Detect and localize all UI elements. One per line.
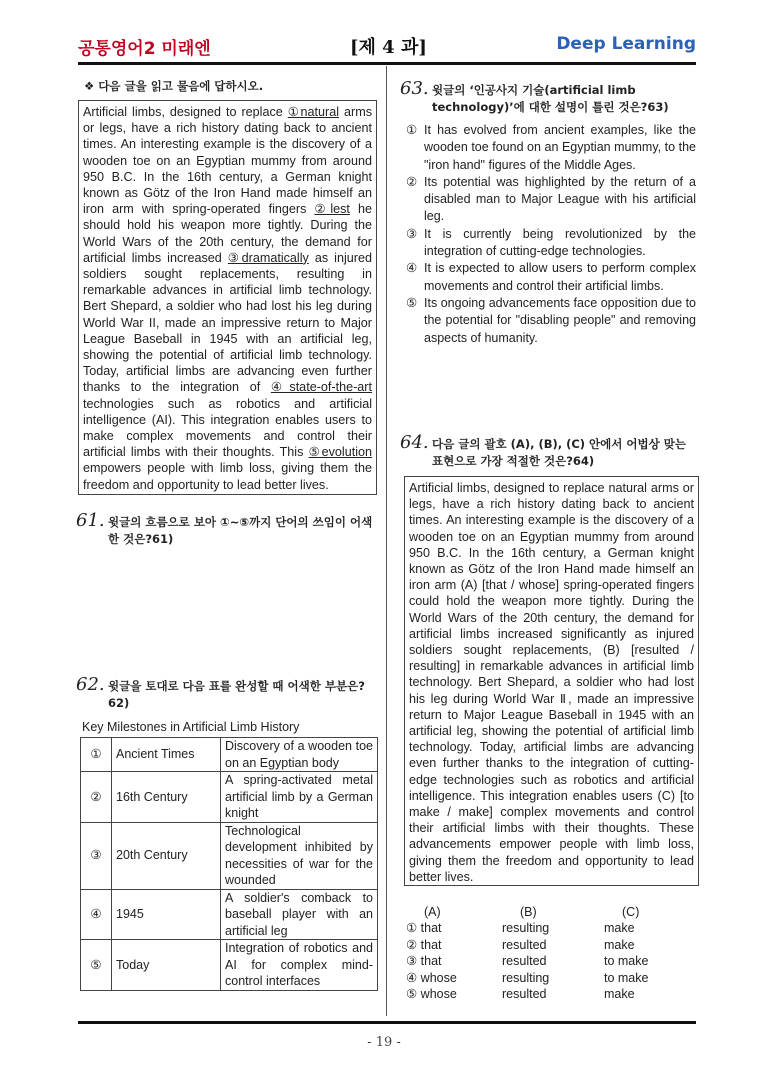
question-63 xyxy=(400,78,698,122)
option-number: ① xyxy=(406,123,418,137)
option-text: It is currently being revolutionized by the integration of cutting-edge technologies. xyxy=(424,226,696,259)
answer-option[interactable] xyxy=(406,953,696,969)
row-number: ④ xyxy=(81,889,112,940)
series-title: Deep Learning xyxy=(556,34,696,54)
passage-text: Artificial limbs, designed to replace xyxy=(83,105,288,119)
answer-option[interactable] xyxy=(406,226,696,261)
passage-text: as injured soldiers sought replacements, resulting in remarkable advances in artificial limb technology. Bert Shepard, a soldier who had lost his leg during World War II, made an impressive return to Major League Baseball in 1945 with an artificial leg, showing the potential of artificial limb technology. Today, artificial limbs are advancing even further thanks to the integration of xyxy=(83,250,372,395)
option-text: It is expected to allow users to perform complex movements and control their artificial limbs. xyxy=(424,261,696,293)
grid-cell: resulted xyxy=(502,937,547,952)
row-number: ② xyxy=(81,772,112,823)
answer-option[interactable] xyxy=(406,174,696,226)
option-text: Its potential was highlighted by the return of a disabled man to Major League with his artificial leg. xyxy=(424,174,696,224)
row-number: ③ xyxy=(81,822,112,889)
grid-cell: resulting xyxy=(502,921,550,936)
grid-header xyxy=(406,904,696,920)
options-63 xyxy=(406,122,696,347)
underlined-word: ⑤evolution xyxy=(308,445,373,460)
question-text: 윗글을 토대로 다음 표를 완성할 때 어색한 부분은?62) xyxy=(108,679,365,710)
grid-cell: make xyxy=(604,986,635,1001)
question-62 xyxy=(76,674,376,718)
underlined-word: ④state-of-the-art xyxy=(270,380,372,395)
grid-cell: ② that xyxy=(406,937,442,952)
grid-cell: to make xyxy=(604,954,649,969)
page-number: - 19 - xyxy=(367,1035,401,1050)
passage-text: empowers people with limb loss, giving them the freedom and opportunity to lead better lives. xyxy=(83,461,372,492)
row-number: ⑤ xyxy=(81,940,112,991)
row-period: 1945 xyxy=(112,889,221,940)
underlined-word: ③dramatically xyxy=(227,250,309,265)
question-number: 64. xyxy=(400,432,429,453)
answer-option[interactable] xyxy=(406,295,696,347)
grid-cell: ④ whose xyxy=(406,970,457,985)
textbook-title: 공통영어2 미래엔 xyxy=(78,39,211,59)
question-number: 62. xyxy=(76,674,105,695)
underlined-word: ①natural xyxy=(287,105,340,119)
grid-cell: make xyxy=(604,937,635,952)
option-number: ② xyxy=(406,174,418,189)
table-row xyxy=(81,940,378,991)
answer-grid-64 xyxy=(406,904,696,1002)
grid-cell: ③ that xyxy=(406,954,442,969)
grid-header-cell: (B) xyxy=(520,905,537,919)
question-number: 63. xyxy=(400,78,429,99)
grid-cell: resulting xyxy=(502,970,550,985)
table-row xyxy=(81,772,378,823)
passage-text: he should hold his weapon more tightly. During the World Wars of the 20th century, the demand for artificial limbs increased xyxy=(83,202,373,265)
answer-option[interactable] xyxy=(406,970,696,986)
question-number: 61. xyxy=(76,510,105,531)
grid-cell: to make xyxy=(604,970,649,985)
table-row xyxy=(81,738,378,772)
grid-header-cell: (A) xyxy=(424,905,441,919)
table-row xyxy=(81,822,378,889)
option-number: ③ xyxy=(406,226,418,241)
row-description: A spring-activated metal artificial limb by a German knight xyxy=(221,772,378,823)
page-header xyxy=(78,32,696,58)
table-caption: Key Milestones in Artificial Limb History xyxy=(82,720,300,734)
grid-cell: ① that xyxy=(406,921,442,936)
grid-cell: resulted xyxy=(502,986,547,1001)
row-description: Technological development inhibited by necessities of war for the wounded xyxy=(221,822,378,889)
passage-text: arms or legs, have a rich history dating back to ancient times. An interesting example is the discovery of a wooden toe on an Egyptian mummy from around 950 B.C. In the 16th century, a German knight known as Götz of the Iron Hand made himself an iron arm with spring-operated fingers xyxy=(83,105,372,217)
grid-header-cell: (C) xyxy=(622,905,640,919)
question-text: 다음 글의 괄호 (A), (B), (C) 안에서 어법상 맞는 표현으로 가장 적절한 것은?64) xyxy=(432,437,686,468)
grid-cell: resulted xyxy=(502,954,547,969)
passage-2: Artificial limbs, designed to replace natural arms or legs, have a rich history dating back to ancient times. An interesting example is the discovery of a wooden toe on an Egyptian mummy from around 950 B.C. In the 16th century, a German knight known as Götz of the Iron Hand made himself an iron arm (A) [that / whose] spring-operated fingers could hold the weapon more tightly. During the World Wars of the 20th century, the demand for artificial limbs increased significantly as injured soldiers sought replacements, (B) [resulted / resulting] in remarkable advances in artificial limb technology. Bert Shepard, a soldier who had lost his leg during World War Ⅱ, made an impressive return to Major League Baseball in 1945 with an artificial leg, showing the potential of artificial limb technology. Today, artificial limbs are advancing even further thanks to the integration of cutting-edge technologies such as robotics and artificial intelligence. This integration enables users (C) [to make / make] complex movements and control their artificial limbs with their thoughts. These advancements empower people with limb loss, giving them the freedom and opportunity to lead better lives. xyxy=(404,476,699,886)
option-text: Its ongoing advancements face opposition due to the potential for "disabling people" and removing aspects of humanity. xyxy=(424,295,696,345)
row-number: ① xyxy=(81,738,112,772)
question-text: 윗글의 흐름으로 보아 ①~⑤까지 단어의 쓰임이 어색한 것은?61) xyxy=(108,515,373,546)
question-64 xyxy=(400,432,698,476)
answer-option[interactable] xyxy=(406,937,696,953)
table-row xyxy=(81,889,378,940)
answer-option[interactable] xyxy=(406,260,696,295)
question-61 xyxy=(76,510,376,554)
passage-1 xyxy=(78,100,377,495)
underlined-word: ②lest xyxy=(314,202,350,217)
answer-option[interactable] xyxy=(406,920,696,936)
row-period: Today xyxy=(112,940,221,991)
question-text: 윗글의 ‘인공사지 기술(artificial limb technology)’에 대한 설명이 틀린 것은?63) xyxy=(432,83,669,114)
answer-option[interactable] xyxy=(406,122,696,174)
instruction: ❖ 다음 글을 읽고 물음에 답하시오. xyxy=(84,79,264,93)
column-divider xyxy=(386,66,387,1016)
grid-cell: ⑤ whose xyxy=(406,986,457,1001)
milestones-table xyxy=(80,737,378,991)
answer-option[interactable] xyxy=(406,986,696,1002)
option-text: It has evolved from ancient examples, like the wooden toe found on an Egyptian mummy, to the "iron hand" figures of the Middle Ages. xyxy=(424,123,696,172)
row-period: Ancient Times xyxy=(112,738,221,772)
row-period: 16th Century xyxy=(112,772,221,823)
row-description: Discovery of a wooden toe on an Egyptian body xyxy=(221,738,378,772)
option-number: ⑤ xyxy=(406,295,418,310)
passage-text: technologies such as robotics and artificial intelligence (AI). This integration enables users to make complex movements and control their artificial limbs with their thoughts. This xyxy=(83,396,372,460)
grid-cell: make xyxy=(604,921,635,936)
footer-rule xyxy=(78,1021,696,1024)
row-period: 20th Century xyxy=(112,822,221,889)
row-description: Integration of robotics and AI for complex mind-control interfaces xyxy=(221,940,378,991)
header-rule xyxy=(78,62,696,65)
row-description: A soldier's comback to baseball player with an artificial leg xyxy=(221,889,378,940)
option-number: ④ xyxy=(406,261,418,276)
lesson-number: [제 4 과] xyxy=(350,37,427,58)
